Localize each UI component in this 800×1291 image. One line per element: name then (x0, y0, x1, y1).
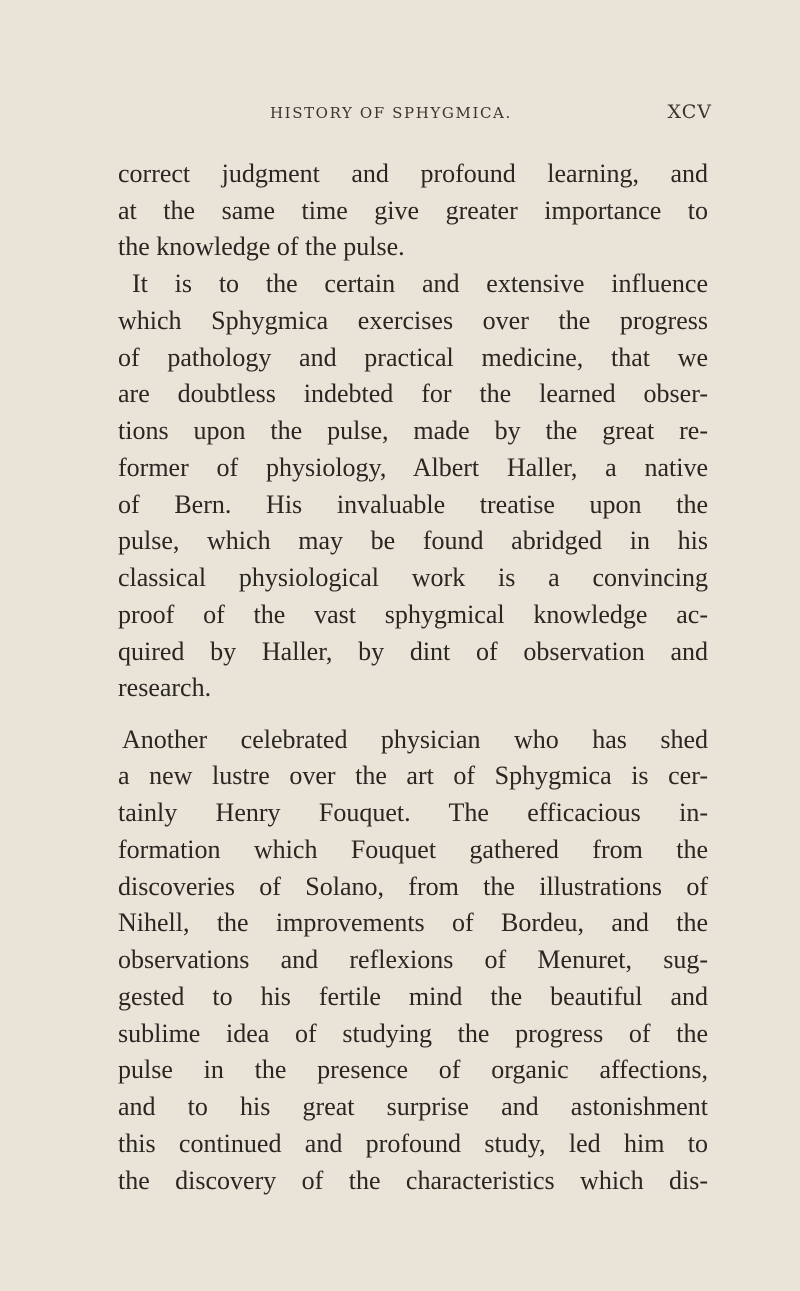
text-line: tions upon the pulse, made by the great re- (118, 416, 708, 445)
running-title: HISTORY OF SPHYGMICA. (270, 104, 512, 122)
text-line: at the same time give greater importance to (118, 196, 708, 225)
text-line: pulse, which may be found abridged in his (118, 526, 708, 555)
text-line: discoveries of Solano, from the illustrations of (118, 872, 708, 901)
text-line: the discovery of the characteristics which dis- (118, 1166, 708, 1195)
text-line: pulse in the presence of organic affections, (118, 1055, 708, 1084)
text-line: correct judgment and profound learning, and (118, 159, 708, 188)
text-line: of pathology and practical medicine, that we (118, 343, 708, 372)
text-line: Another celebrated physician who has shed (122, 725, 708, 754)
text-line: It is to the certain and extensive influence (132, 269, 708, 298)
text-line: are doubtless indebted for the learned obser- (118, 379, 708, 408)
text-line: the knowledge of the pulse. (118, 232, 405, 261)
text-line: research. (118, 673, 212, 702)
text-line: former of physiology, Albert Haller, a native (118, 453, 708, 482)
text-line: tainly Henry Fouquet. The efficacious in- (118, 798, 708, 827)
text-line: this continued and profound study, led him to (118, 1129, 708, 1158)
text-line: gested to his fertile mind the beautiful and (118, 982, 708, 1011)
text-line: classical physiological work is a convincing (118, 563, 708, 592)
text-line: observations and reflexions of Menuret, sug- (118, 945, 708, 974)
text-line: sublime idea of studying the progress of the (118, 1019, 708, 1048)
text-line: formation which Fouquet gathered from the (118, 835, 708, 864)
text-line: proof of the vast sphygmical knowledge ac- (118, 600, 708, 629)
text-line: and to his great surprise and astonishment (118, 1092, 708, 1121)
page-number: XCV (667, 101, 712, 123)
text-line: Nihell, the improvements of Bordeu, and the (118, 908, 708, 937)
text-line: a new lustre over the art of Sphygmica is cer- (118, 761, 708, 790)
text-line: which Sphygmica exercises over the progress (118, 306, 708, 335)
text-line: quired by Haller, by dint of observation and (118, 637, 708, 666)
text-line: of Bern. His invaluable treatise upon the (118, 490, 708, 519)
